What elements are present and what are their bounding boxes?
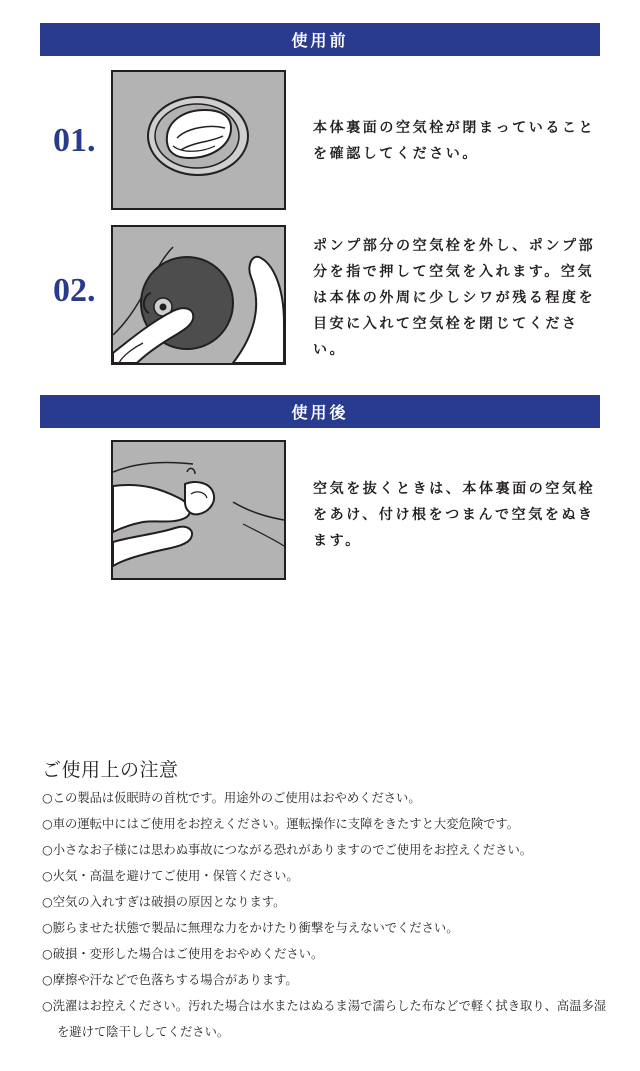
caution-item: ○火気・高温を避けてご使用・保管ください。 [42, 869, 299, 883]
cautions-list [42, 785, 607, 1045]
step-number-02: 02. [53, 272, 96, 309]
caution-item: ○車の運転中にはご使用をお控えください。運転操作に支障をきたすと大変危険です。 [42, 817, 520, 831]
step-number-01: 01. [53, 122, 96, 159]
pinch-valve-illustration [111, 440, 286, 580]
section-header-before: 使用前 [40, 23, 600, 56]
caution-item: ○摩擦や汗などで色落ちする場合があります。 [42, 973, 298, 987]
press-pump-illustration [111, 225, 286, 365]
caution-item: ○小さなお子様には思わぬ事故につながる恐れがありますのでご使用をお控えください。 [42, 843, 533, 857]
caution-item: ○この製品は仮眠時の首枕です。用途外のご使用はおやめください。 [42, 791, 421, 805]
step-02-text: ポンプ部分の空気栓を外し、ポンプ部分を指で押して空気を入れます。空気は本体の外周に少しシワが残る程度を目安に入れて空気栓を閉じてください。 [313, 238, 596, 358]
step-01-text: 本体裏面の空気栓が閉まっていることを確認してください。 [313, 120, 596, 162]
closed-air-valve-illustration [111, 70, 286, 210]
caution-item: ○洗濯はお控えください。汚れた場合は水またはぬるま湯で濡らした布などで軽く拭き取り、高温多湿を避けて陰干ししてください。 [42, 999, 607, 1039]
after-use-text: 空気を抜くときは、本体裏面の空気栓をあけ、付け根をつまんで空気をぬきます。 [313, 481, 596, 549]
section-header-after: 使用後 [40, 395, 600, 428]
caution-item: ○膨らませた状態で製品に無理な力をかけたり衝撃を与えないでください。 [42, 921, 459, 935]
caution-item: ○破損・変形した場合はご使用をおやめください。 [42, 947, 324, 961]
cautions-title: ご使用上の注意 [42, 759, 179, 781]
caution-item: ○空気の入れすぎは破損の原因となります。 [42, 895, 286, 909]
